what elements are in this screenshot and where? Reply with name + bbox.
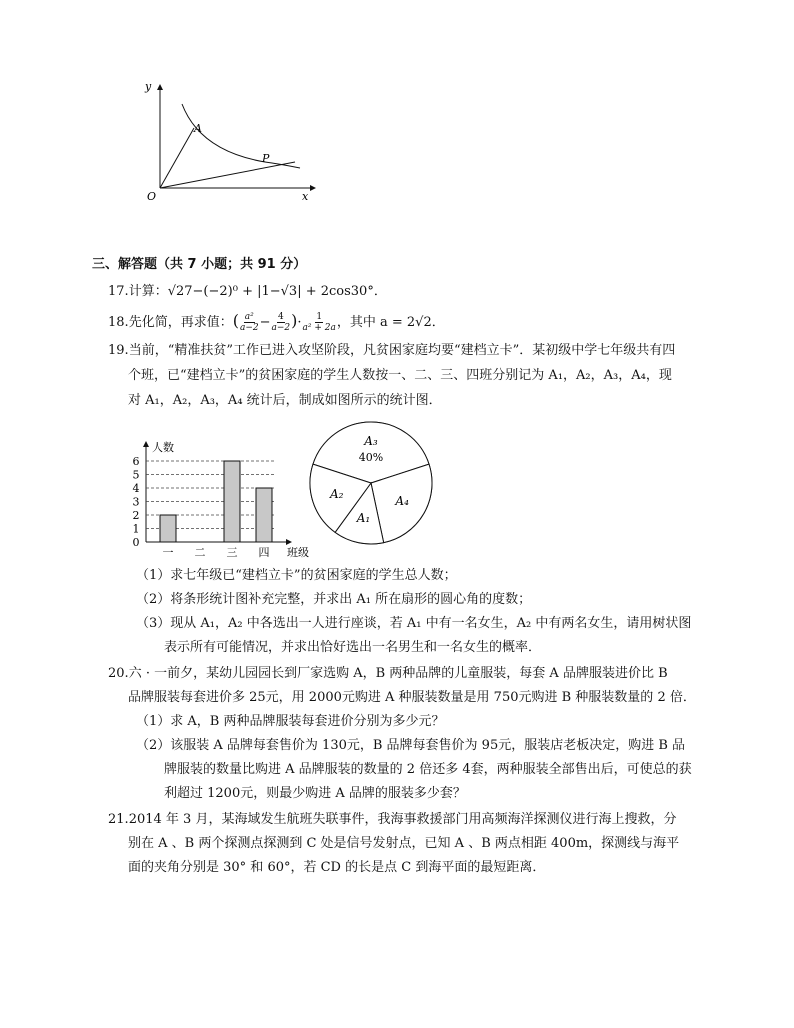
- bar: [160, 515, 176, 542]
- q18-f3-denominator: a² + 2a: [302, 323, 336, 333]
- q18-f1-numerator: a²: [244, 312, 254, 322]
- q18-f3-numerator: 1: [316, 312, 323, 322]
- q21-line-3: 面的夹角分别是 30° 和 60°，若 CD 的长是点 C 到海平面的最短距离．: [128, 860, 546, 875]
- bar-y-tick: 4: [132, 482, 140, 495]
- bar-y-tick: 0: [132, 536, 140, 549]
- bar-category-label: 三: [226, 546, 238, 559]
- q19-sub-1: （1）求七年级已“建档立卡”的贫困家庭的学生总人数；: [136, 568, 457, 583]
- bar-x-label: 班级: [287, 546, 309, 559]
- bar-y-tick: 1: [132, 522, 140, 536]
- bar-y-tick: 2: [132, 509, 140, 522]
- bar-y-tick: 5: [132, 468, 140, 482]
- bar-category-label: 二: [194, 546, 206, 559]
- q21-text-1: 2014 年 3 月，某海域发生航班失联事件，我海事救援部门用高频海洋探测仪进行海上搜救，分: [128, 812, 677, 827]
- q19-text-1: 当前，“精准扶贫”工作已进入攻坚阶段，凡贫困家庭均要“建档立卡”．某初级中学七年级共有四: [128, 343, 676, 358]
- q20-sub-2a: （2）该服装 A 品牌每套售价为 130元，B 品牌每套售价为 95元，服装店老板决定，购进 B 品: [136, 738, 686, 753]
- q17-expression: √27−(−2)⁰ + |1−√3| + 2cos30°．: [167, 284, 387, 299]
- bar: [256, 488, 272, 542]
- pie-label: A₄: [395, 494, 409, 508]
- q19-sub-3b: 表示所有可能情况，并求出恰好选出一名男生和一名女生的概率．: [164, 640, 542, 655]
- pie-annotation: 40%: [358, 451, 384, 464]
- q19-sub-2: （2）将条形统计图补充完整，并求出 A₁ 所在扇形的圆心角的度数；: [136, 592, 532, 607]
- bar-y-tick: 3: [132, 495, 140, 509]
- pie-chart: [306, 418, 436, 548]
- q19-sub-3a: （3）现从 A₁，A₂ 中各选出一人进行座谈，若 A₁ 中有一名女生，A₂ 中有两名女生，请用树状图: [136, 616, 692, 631]
- q18-suffix: ，其中 a = 2√2．: [336, 315, 445, 330]
- q21-line-2: 别在 A 、B 两个探测点探测到 C 处是信号发射点，已知 A 、B 两点相距 400m，探测线与海平: [128, 836, 680, 851]
- q18-f1-denominator: a−2: [239, 323, 259, 333]
- point-p-label: P: [262, 152, 270, 165]
- bar-category-label: 一: [162, 546, 174, 559]
- origin-label: O: [147, 190, 157, 203]
- q20-line-2: 品牌服装每套进价多 25元，用 2000元购进 A 种服装数量是用 750元购进 B 种服装数量的 2 倍．: [128, 690, 696, 705]
- question-18: 18.先化简，再求值：( $\frac{\text{a²}}{a-2}$ − $\frac{4}{a-2}$ )· $\frac{1}{\text{a² + 2a}}$ ，其中 a = 2√2．: [108, 311, 445, 333]
- q19-number: 19.: [108, 343, 129, 358]
- bar: [224, 461, 240, 542]
- q18-f2-numerator: 4: [277, 312, 284, 322]
- q20-line-1: [108, 666, 668, 682]
- q20-sub-2c: 利超过 1200元，则最少购进 A 品牌的服装多少套？: [164, 786, 466, 801]
- y-axis-label: y: [145, 80, 152, 93]
- q19-line-1: [108, 343, 675, 359]
- bar-chart: [124, 412, 314, 564]
- q20-sub-1: （1）求 A，B 两种品牌服装每套进价分别为多少元？: [136, 714, 445, 729]
- function-graph: [130, 76, 320, 206]
- q20-sub-2b: 牌服装的数量比购进 A 品牌服装的数量的 2 倍还多 4套，两种服装全部售出后，可使总的获: [164, 762, 692, 777]
- q18-f2-denominator: a−2: [271, 323, 291, 333]
- bar-y-tick: 6: [132, 455, 140, 468]
- bar-category-label: 四: [258, 546, 270, 559]
- question-17: [108, 284, 387, 300]
- bar-y-label: 人数: [152, 441, 174, 454]
- q19-line-3: 对 A₁，A₂，A₃，A₄ 统计后，制成如图所示的统计图．: [128, 393, 442, 408]
- q19-line-2: 个班，已“建档立卡”的贫困家庭的学生人数按一、二、三、四班分别记为 A₁，A₂，A₃，A₄，现: [128, 368, 672, 383]
- section-heading: 三、解答题（共 7 小题；共 91 分）: [92, 257, 307, 272]
- x-axis-label: x: [302, 190, 309, 203]
- q17-number: 17.: [108, 284, 129, 299]
- point-a-label: A: [194, 122, 202, 135]
- bar-x-arrow: [286, 539, 292, 545]
- q18-number: 18.: [108, 315, 129, 330]
- q21-number: 21.: [108, 812, 129, 827]
- pie-label: A₃: [364, 434, 378, 448]
- q18-prefix: 先化简，再求值：: [128, 315, 233, 330]
- q17-prefix: 计算：: [128, 284, 168, 299]
- bar-y-arrow: [143, 441, 149, 447]
- q21-line-1: [108, 812, 676, 828]
- q20-text-1: 六 · 一前夕，某幼儿园园长到厂家选购 A，B 两种品牌的儿童服装，每套 A 品牌服装进价比 B: [128, 666, 668, 681]
- pie-label: A₁: [356, 511, 371, 526]
- q20-number: 20.: [108, 666, 129, 681]
- pie-label: A₂: [330, 487, 344, 502]
